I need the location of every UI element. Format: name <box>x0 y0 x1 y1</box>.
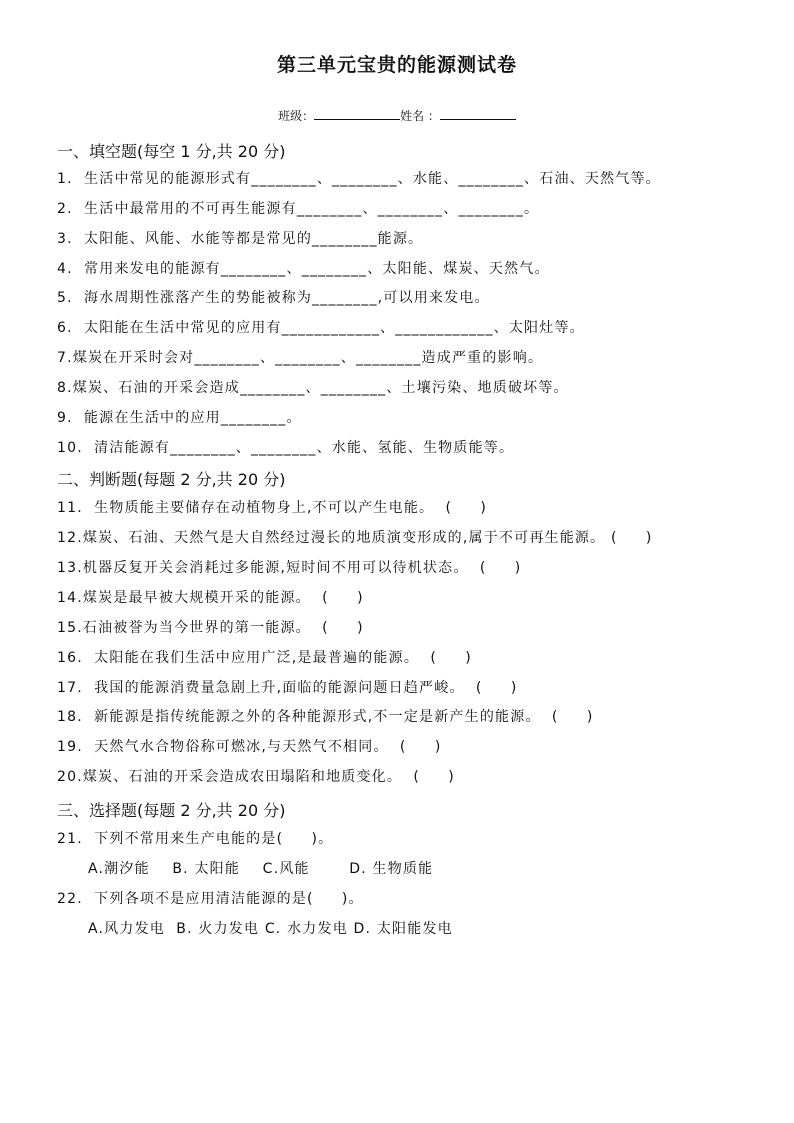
question-3: 3. 太阳能、风能、水能等都是常见的________能源。 <box>57 231 424 247</box>
page-title: 第三单元宝贵的能源测试卷 <box>276 54 517 76</box>
question-4: 4. 常用来发电的能源有________、________、太阳能、煤炭、天然气。 <box>57 261 550 277</box>
question-22: 22. 下列各项不是应用清洁能源的是( )。 <box>57 891 364 907</box>
section-heading-true-false: 二、判断题(每题 2 分,共 20 分) <box>57 470 286 489</box>
question-6: 6. 太阳能在生活中常见的应用有____________、____________、太阳灶等。 <box>57 320 585 336</box>
name-label: 姓名 ： <box>400 109 440 123</box>
question-16: 16. 太阳能在我们生活中应用广泛,是最普遍的能源。 ( ) <box>57 650 472 666</box>
section-heading-multiple-choice: 三、选择题(每题 2 分,共 20 分) <box>57 801 286 820</box>
question-21-options: A.潮汐能 B. 太阳能 C.风能 D. 生物质能 <box>88 861 434 877</box>
question-19: 19. 天然气水合物俗称可燃冰,与天然气不相同。 ( ) <box>57 739 442 755</box>
student-info-line <box>0 106 794 124</box>
question-9: 9. 能源在生活中的应用________。 <box>57 410 302 426</box>
question-8: 8.煤炭、石油的开采会造成________、________、土壤污染、地质破坏等。 <box>57 380 569 396</box>
section-heading-fill-in: 一、填空题(每空 1 分,共 20 分) <box>57 142 286 161</box>
question-5: 5. 海水周期性涨落产生的势能被称为________,可以用来发电。 <box>57 290 490 306</box>
question-20: 20.煤炭、石油的开采会造成农田塌陷和地质变化。 ( ) <box>57 769 455 785</box>
question-1: 1. 生活中常见的能源形式有________、________、水能、________、石油、天然气等。 <box>57 171 661 187</box>
question-17: 17. 我国的能源消费量急剧上升,面临的能源问题日趋严峻。 ( ) <box>57 680 518 696</box>
question-10: 10. 清洁能源有________、________、水能、氢能、生物质能等。 <box>57 440 515 456</box>
class-blank[interactable] <box>314 106 400 120</box>
question-13: 13.机器反复开关会消耗过多能源,短时间不用可以待机状态。 ( ) <box>57 560 522 576</box>
question-22-options: A.风力发电 B. 火力发电 C. 水力发电 D. 太阳能发电 <box>88 921 453 937</box>
question-21: 21. 下列不常用来生产电能的是( )。 <box>57 831 334 847</box>
question-2: 2. 生活中最常用的不可再生能源有________、________、________。 <box>57 201 540 217</box>
question-11: 11. 生物质能主要储存在动植物身上,不可以产生电能。 ( ) <box>57 500 488 516</box>
question-14: 14.煤炭是最早被大规模开采的能源。 ( ) <box>57 590 364 606</box>
question-12: 12.煤炭、石油、天然气是大自然经过漫长的地质演变形成的,属于不可再生能源。 ( ) <box>57 530 653 546</box>
question-15: 15.石油被誉为当今世界的第一能源。 ( ) <box>57 620 364 636</box>
question-18: 18. 新能源是指传统能源之外的各种能源形式,不一定是新产生的能源。 ( ) <box>57 709 594 725</box>
name-blank[interactable] <box>440 106 516 120</box>
class-label: 班级： <box>278 109 315 123</box>
question-7: 7.煤炭在开采时会对________、________、________造成严重的影响。 <box>57 350 544 366</box>
